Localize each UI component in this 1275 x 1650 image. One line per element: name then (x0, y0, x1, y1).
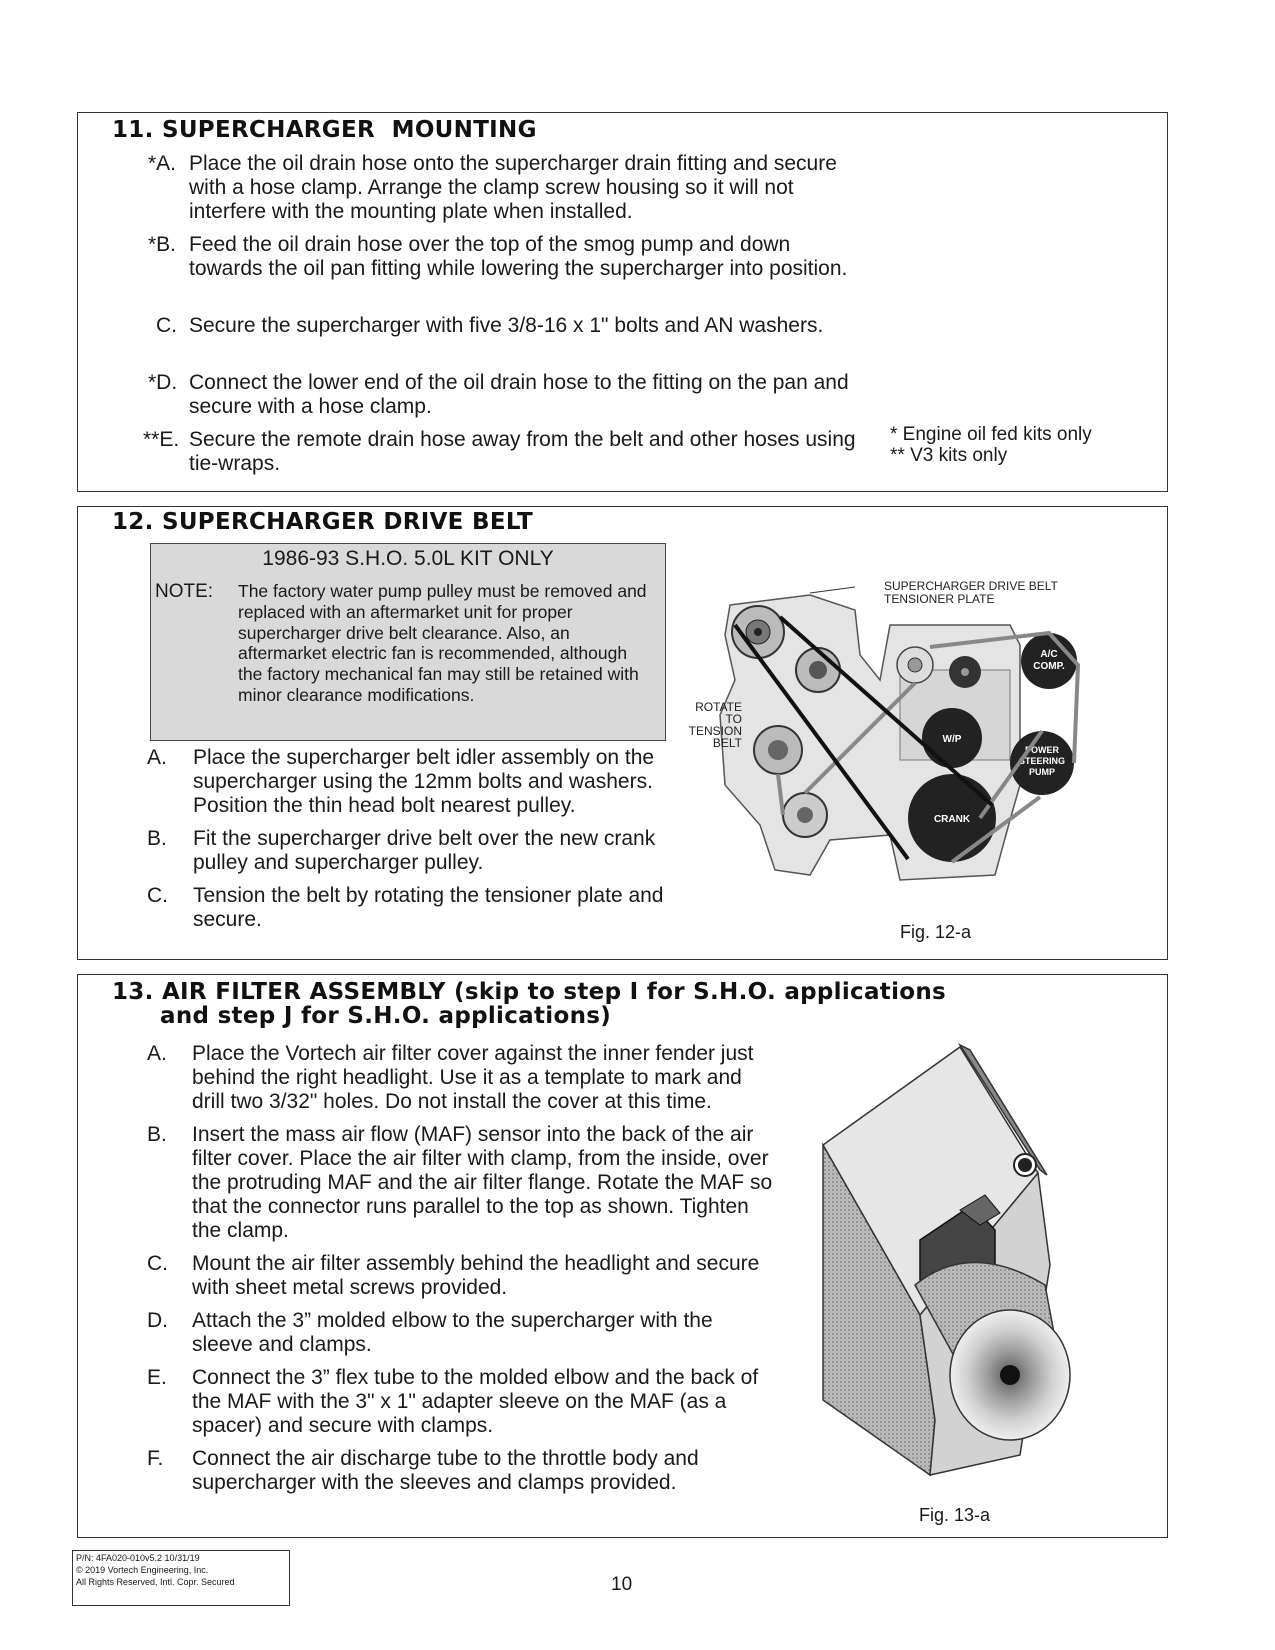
footer-part-number-box (72, 1550, 290, 1606)
note-label: NOTE: (155, 581, 214, 602)
footnote-v3: ** V3 kits only (890, 445, 1008, 466)
crank-label: CRANK (933, 814, 971, 825)
belt-diagram (690, 585, 1110, 885)
ps-label-2: STEERING (1018, 756, 1066, 766)
item-text: Feed the oil drain hose over the top of the smog pump and down towards the oil pan fitting while lowering the supercharger into position. (189, 233, 848, 280)
list-item (147, 1252, 777, 1300)
item-label: D. (147, 1309, 168, 1332)
section-13-title-line1: 13. AIR FILTER ASSEMBLY (skip to step I for S.H.O. applications (112, 979, 947, 1005)
item-text: Place the supercharger belt idler assembly on the supercharger using the 12mm bolts and washers. Position the thin head bolt nearest pulley. (193, 746, 655, 817)
item-label: B. (147, 827, 167, 850)
item-label: A. (147, 1042, 167, 1065)
list-item (147, 1309, 777, 1357)
air-filter-center (1000, 1365, 1020, 1385)
section-11-title: 11. SUPERCHARGER MOUNTING (112, 117, 537, 143)
footnote-oil-fed: * Engine oil fed kits only (890, 424, 1092, 445)
section-13-title-line2: and step J for S.H.O. applications) (160, 1003, 612, 1029)
item-label: C. (147, 1252, 168, 1275)
list-item (147, 1447, 777, 1495)
list-item (148, 233, 860, 305)
note-text: The factory water pump pulley must be removed and replaced with an aftermarket unit for proper supercharger drive belt clearance. Also, an aftermarket electric fan is recommended, although the factory mechanical fan may still be retained with minor clearance modifications. (238, 581, 647, 705)
wp-label: W/P (942, 734, 962, 745)
item-text: Connect the lower end of the oil drain hose to the fitting on the pan and secure with a hose clamp. (189, 371, 849, 418)
list-item (148, 371, 860, 419)
list-item (147, 1366, 777, 1438)
list-item (143, 428, 860, 476)
item-text: Fit the supercharger drive belt over the new crank pulley and supercharger pulley. (193, 827, 656, 874)
figure-12a-caption: Fig. 12-a (900, 922, 972, 942)
item-label: *B. (148, 233, 177, 256)
rights-statement: All Rights Reserved, Intl. Copr. Secured (76, 1577, 235, 1587)
list-item (147, 1123, 777, 1243)
ps-label: POWER (1024, 745, 1060, 755)
ac-label: A/C (1040, 649, 1058, 660)
note-box (150, 543, 666, 741)
item-label: B. (147, 1123, 167, 1146)
item-text: Connect the 3” flex tube to the molded elbow and the back of the MAF with the 3" x 1" adapter sleeve on the MAF (as a spacer) and secure with clamps. (192, 1366, 759, 1437)
item-label: E. (147, 1366, 167, 1389)
item-label: **E. (143, 428, 180, 451)
item-text: Secure the supercharger with five 3/8-16 x 1" bolts and AN washers. (189, 314, 824, 337)
copyright: © 2019 Vortech Engineering, Inc. (76, 1565, 209, 1575)
item-text: Place the oil drain hose onto the supercharger drain fitting and secure with a hose clamp. Arrange the clamp screw housing so it will not interfere with the mounting plate when installed. (189, 152, 837, 223)
item-label: C. (156, 314, 177, 337)
item-text: Insert the mass air flow (MAF) sensor into the back of the air filter cover. Place the air filter with clamp, from the inside, over the protruding MAF and the air filter flange. Rotate the MAF so that the connector runs parallel to the top as shown. Tighten the clamp. (192, 1123, 773, 1242)
rotate-label-1: ROTATE (695, 700, 742, 714)
part-number: P/N: 4FA020-010v5.2 10/31/19 (76, 1553, 200, 1563)
item-label: A. (147, 746, 167, 769)
list-item (147, 884, 687, 932)
note-heading: 1986-93 S.H.O. 5.0L KIT ONLY (262, 547, 554, 570)
item-text: Connect the air discharge tube to the throttle body and supercharger with the sleeves and clamps provided. (192, 1447, 699, 1494)
figure-13a-caption: Fig. 13-a (919, 1505, 991, 1525)
item-text: Place the Vortech air filter cover against the inner fender just behind the right headlight. Use it as a template to mark and drill two 3/32" holes. Do not install the cover at this time. (192, 1042, 754, 1113)
item-label: C. (147, 884, 168, 907)
rotate-label-4: BELT (712, 736, 742, 750)
item-label: *D. (148, 371, 178, 394)
list-item (147, 1042, 777, 1114)
list-item (147, 827, 687, 875)
page-number: 10 (611, 1574, 633, 1595)
rotate-label-3: TENSION (688, 724, 742, 738)
tensioner-label-line2: TENSIONER PLATE (884, 592, 995, 606)
item-text: Tension the belt by rotating the tensioner plate and secure. (193, 884, 664, 931)
list-item (147, 746, 687, 818)
list-item (148, 314, 860, 362)
ac-label-2: COMP. (1033, 661, 1065, 672)
section-12-title: 12. SUPERCHARGER DRIVE BELT (112, 509, 533, 535)
tensioner-label-line1: SUPERCHARGER DRIVE BELT (884, 579, 1058, 593)
item-text: Mount the air filter assembly behind the headlight and secure with sheet metal screws provided. (192, 1252, 760, 1299)
item-text: Secure the remote drain hose away from the belt and other hoses using tie-wraps. (189, 428, 856, 475)
rotate-label-2: TO (725, 712, 742, 726)
list-item (148, 152, 860, 224)
item-text: Attach the 3” molded elbow to the supercharger with the sleeve and clamps. (192, 1309, 713, 1356)
air-filter-illustration (820, 1025, 1130, 1495)
item-label: F. (147, 1447, 164, 1470)
ps-label-3: PUMP (1028, 767, 1056, 777)
item-label: *A. (148, 152, 177, 175)
